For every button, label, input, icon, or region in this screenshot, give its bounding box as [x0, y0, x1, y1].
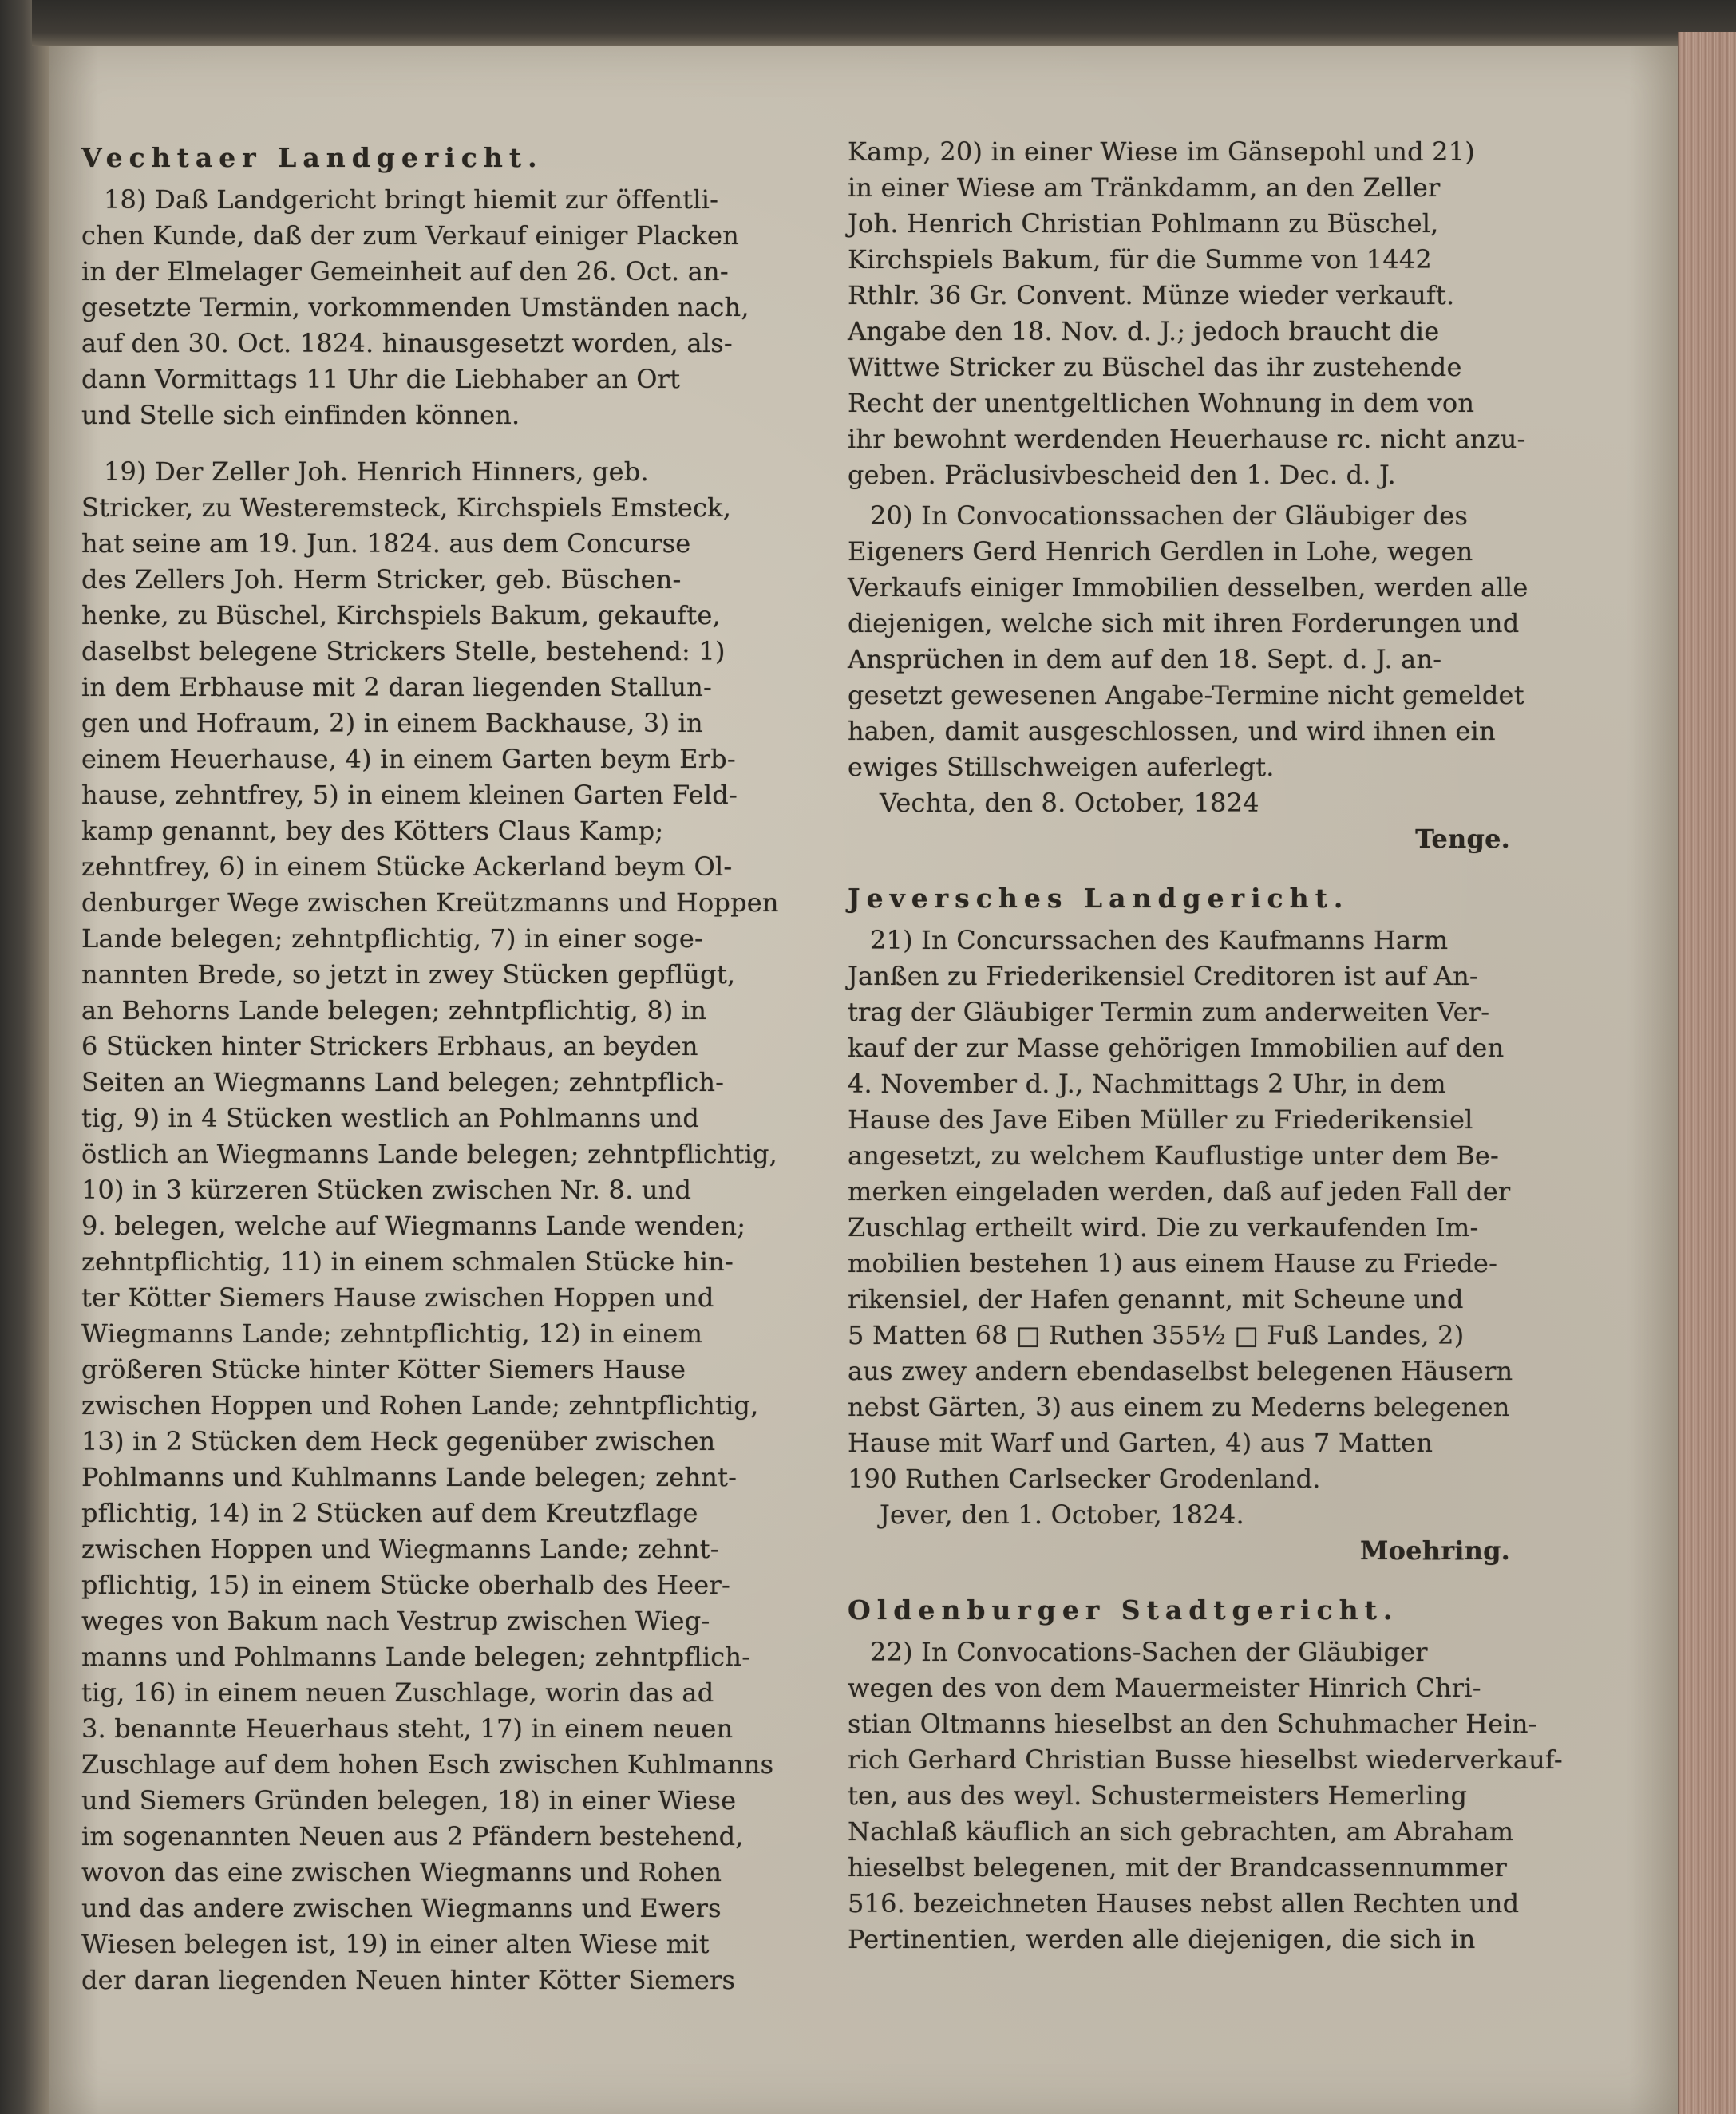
- text-line: rikensiel, der Hafen genannt, mit Scheune und: [848, 1284, 1464, 1314]
- text-line: Wiegmanns Lande; zehntpflichtig, 12) in einem: [81, 1318, 703, 1349]
- text-line: an Behorns Lande belegen; zehntpflichtig, 8) in: [81, 995, 707, 1025]
- text-line: Wiesen belegen ist, 19) in einer alten Wiese mit: [81, 1929, 710, 1959]
- section-heading-jever: Jeversches Landgericht.: [848, 883, 1350, 914]
- text-line: daselbst belegene Strickers Stelle, bestehend: 1): [81, 636, 726, 666]
- text-line: pflichtig, 14) in 2 Stücken auf dem Kreutzflage: [81, 1498, 698, 1528]
- text-line: ewiges Stillschweigen auferlegt.: [848, 752, 1275, 782]
- text-line: denburger Wege zwischen Kreützmanns und Hoppen: [81, 887, 779, 918]
- text-line: nannten Brede, so jetzt in zwey Stücken gepflügt,: [81, 959, 736, 990]
- text-line: 6 Stücken hinter Strickers Erbhaus, an beyden: [81, 1031, 698, 1061]
- text-line: wegen des von dem Mauermeister Hinrich Chri-: [848, 1673, 1481, 1703]
- text-line: geben. Präclusivbescheid den 1. Dec. d. J.: [848, 460, 1396, 490]
- text-line: gesetzt gewesenen Angabe-Termine nicht gemeldet: [848, 680, 1524, 710]
- text-line: angesetzt, zu welchem Kauflustige unter dem Be-: [848, 1140, 1500, 1171]
- text-line: auf den 30. Oct. 1824. hinausgesetzt worden, als-: [81, 328, 733, 358]
- text-line: 5 Matten 68 □ Ruthen 355½ □ Fuß Landes, 2): [848, 1320, 1465, 1350]
- text-line: größeren Stücke hinter Kötter Siemers Hause: [81, 1354, 686, 1385]
- text-line: Ansprüchen in dem auf den 18. Sept. d. J. an-: [848, 644, 1442, 674]
- page-top-shadow: [32, 0, 1736, 46]
- signature-tenge: Tenge.: [1415, 824, 1510, 854]
- text-line: weges von Bakum nach Vestrup zwischen Wieg-: [81, 1606, 710, 1636]
- text-line: kauf der zur Masse gehörigen Immobilien auf den: [848, 1033, 1505, 1063]
- text-line: in der Elmelager Gemeinheit auf den 26. Oct. an-: [81, 256, 729, 286]
- text-line: diejenigen, welche sich mit ihren Forderungen und: [848, 608, 1520, 638]
- text-line: Hause mit Warf und Garten, 4) aus 7 Matten: [848, 1428, 1433, 1458]
- text-line: mobilien bestehen 1) aus einem Hause zu Friede-: [848, 1248, 1498, 1278]
- text-line: in dem Erbhause mit 2 daran liegenden Stallun-: [81, 672, 712, 702]
- text-line: 190 Ruthen Carlsecker Grodenland.: [848, 1464, 1321, 1494]
- text-line: Stricker, zu Westeremsteck, Kirchspiels Emsteck,: [81, 492, 732, 523]
- text-line: Seiten an Wiegmanns Land belegen; zehntpflich-: [81, 1067, 725, 1097]
- text-line: der daran liegenden Neuen hinter Kötter Siemers: [81, 1965, 736, 1995]
- text-line: manns und Pohlmanns Lande belegen; zehntpflich-: [81, 1642, 751, 1672]
- text-line: hat seine am 19. Jun. 1824. aus dem Concurse: [81, 528, 691, 559]
- text-line: ten, aus des weyl. Schustermeisters Hemerling: [848, 1780, 1468, 1811]
- text-line: merken eingeladen werden, daß auf jeden Fall der: [848, 1176, 1511, 1207]
- text-line: hause, zehntfrey, 5) in einem kleinen Garten Feld-: [81, 780, 738, 810]
- text-line: östlich an Wiegmanns Lande belegen; zehntpflichtig,: [81, 1139, 778, 1169]
- text-line: im sogenannten Neuen aus 2 Pfändern bestehend,: [81, 1821, 744, 1851]
- text-line: Rthlr. 36 Gr. Convent. Münze wieder verkauft.: [848, 280, 1455, 310]
- text-line: 18) Daß Landgericht bringt hiemit zur öffentli-: [104, 184, 719, 215]
- text-line: zwischen Hoppen und Wiegmanns Lande; zehnt-: [81, 1534, 719, 1564]
- text-line: 3. benannte Heuerhaus steht, 17) in einem neuen: [81, 1713, 734, 1744]
- text-line: zehntpflichtig, 11) in einem schmalen Stücke hin-: [81, 1247, 734, 1277]
- text-line: henke, zu Büschel, Kirchspiels Bakum, gekaufte,: [81, 600, 721, 630]
- text-line: gesetzte Termin, vorkommenden Umständen nach,: [81, 292, 749, 322]
- text-line: stian Oltmanns hieselbst an den Schuhmacher Hein-: [848, 1709, 1537, 1739]
- text-line: Zuschlag ertheilt wird. Die zu verkaufenden Im-: [848, 1212, 1479, 1243]
- text-line: 22) In Convocations-Sachen der Gläubiger: [870, 1637, 1428, 1667]
- book-page: [49, 46, 1678, 2114]
- text-line: kamp genannt, bey des Kötters Claus Kamp;: [81, 816, 664, 846]
- place-date-vechta: Vechta, den 8. October, 1824: [880, 788, 1259, 818]
- text-line: tig, 16) in einem neuen Zuschlage, worin das ad: [81, 1677, 714, 1708]
- text-line: nebst Gärten, 3) aus einem zu Mederns belegenen: [848, 1392, 1510, 1422]
- text-line: 516. bezeichneten Hauses nebst allen Rechten und: [848, 1888, 1520, 1918]
- text-line: Hause des Jave Eiben Müller zu Friederikensiel: [848, 1104, 1473, 1135]
- text-line: Verkaufs einiger Immobilien desselben, werden alle: [848, 572, 1528, 603]
- text-line: Janßen zu Friederikensiel Creditoren ist auf An-: [848, 961, 1478, 991]
- text-line: Kirchspiels Bakum, für die Summe von 1442: [848, 244, 1432, 275]
- text-line: Eigeners Gerd Henrich Gerdlen in Lohe, wegen: [848, 536, 1473, 567]
- place-date-jever: Jever, den 1. October, 1824.: [880, 1500, 1244, 1530]
- text-line: 21) In Concurssachen des Kaufmanns Harm: [870, 925, 1449, 955]
- text-line: Pohlmanns und Kuhlmanns Lande belegen; zehnt-: [81, 1462, 738, 1492]
- text-line: trag der Gläubiger Termin zum anderweiten Ver-: [848, 997, 1490, 1027]
- text-line: einem Heuerhause, 4) in einem Garten beym Erb-: [81, 744, 736, 774]
- notice-19-continuation: [848, 134, 1606, 493]
- section-heading-vechta: Vechtaer Landgericht.: [81, 142, 544, 173]
- text-line: Nachlaß käuflich an sich gebrachten, am Abraham: [848, 1816, 1514, 1847]
- signature-moehring: Moehring.: [1360, 1535, 1510, 1566]
- page-edges-stack: [1678, 32, 1736, 2114]
- text-line: Wittwe Stricker zu Büschel das ihr zustehende: [848, 352, 1462, 382]
- text-line: Pertinentien, werden alle diejenigen, die sich in: [848, 1924, 1476, 1954]
- text-line: wovon das eine zwischen Wiegmanns und Rohen: [81, 1857, 722, 1887]
- notice-22: [848, 1634, 1606, 1958]
- text-line: Recht der unentgeltlichen Wohnung in dem von: [848, 388, 1475, 418]
- text-line: 13) in 2 Stücken dem Heck gegenüber zwischen: [81, 1426, 716, 1456]
- text-line: in einer Wiese am Tränkdamm, an den Zeller: [848, 172, 1441, 203]
- text-line: Joh. Henrich Christian Pohlmann zu Büschel,: [848, 208, 1439, 239]
- text-line: und das andere zwischen Wiegmanns und Ewers: [81, 1893, 722, 1923]
- text-line: des Zellers Joh. Herm Stricker, geb. Büschen-: [81, 564, 682, 595]
- text-line: haben, damit ausgeschlossen, und wird ihnen ein: [848, 716, 1496, 746]
- text-line: 19) Der Zeller Joh. Henrich Hinners, geb.: [104, 456, 649, 487]
- text-line: ihr bewohnt werdenden Heuerhause rc. nicht anzu-: [848, 424, 1526, 454]
- text-line: Lande belegen; zehntpflichtig, 7) in einer soge-: [81, 923, 703, 954]
- notice-18: [81, 182, 832, 433]
- text-line: und Siemers Gründen belegen, 18) in einer Wiese: [81, 1785, 737, 1816]
- text-line: Angabe den 18. Nov. d. J.; jedoch braucht die: [848, 316, 1440, 346]
- notice-21: [848, 923, 1606, 1497]
- text-line: hieselbst belegenen, mit der Brandcassennummer: [848, 1852, 1508, 1883]
- text-line: 4. November d. J., Nachmittags 2 Uhr, in dem: [848, 1069, 1446, 1099]
- text-line: pflichtig, 15) in einem Stücke oberhalb des Heer-: [81, 1570, 730, 1600]
- text-line: ter Kötter Siemers Hause zwischen Hoppen und: [81, 1282, 714, 1313]
- notice-19: [81, 454, 832, 1998]
- left-column: [81, 134, 832, 1998]
- text-line: und Stelle sich einfinden können.: [81, 400, 520, 430]
- text-line: 9. belegen, welche auf Wiegmanns Lande wenden;: [81, 1211, 746, 1241]
- section-heading-oldenburg: Oldenburger Stadtgericht.: [848, 1594, 1399, 1626]
- right-column: [848, 134, 1606, 1958]
- text-line: dann Vormittags 11 Uhr die Liebhaber an Ort: [81, 364, 681, 394]
- text-line: zehntfrey, 6) in einem Stücke Ackerland beym Ol-: [81, 852, 733, 882]
- text-line: 20) In Convocationssachen der Gläubiger des: [870, 500, 1469, 531]
- text-line: zwischen Hoppen und Rohen Lande; zehntpflichtig,: [81, 1390, 759, 1421]
- text-line: aus zwey andern ebendaselbst belegenen Häusern: [848, 1356, 1513, 1386]
- text-line: 10) in 3 kürzeren Stücken zwischen Nr. 8. und: [81, 1175, 692, 1205]
- text-line: gen und Hofraum, 2) in einem Backhause, 3) in: [81, 708, 703, 738]
- notice-20: [848, 498, 1606, 785]
- text-line: Kamp, 20) in einer Wiese im Gänsepohl und 21): [848, 136, 1475, 167]
- text-line: rich Gerhard Christian Busse hieselbst wiederverkauf-: [848, 1745, 1563, 1775]
- text-line: Zuschlage auf dem hohen Esch zwischen Kuhlmanns: [81, 1749, 774, 1780]
- text-line: tig, 9) in 4 Stücken westlich an Pohlmanns und: [81, 1103, 700, 1133]
- text-line: chen Kunde, daß der zum Verkauf einiger Placken: [81, 220, 739, 251]
